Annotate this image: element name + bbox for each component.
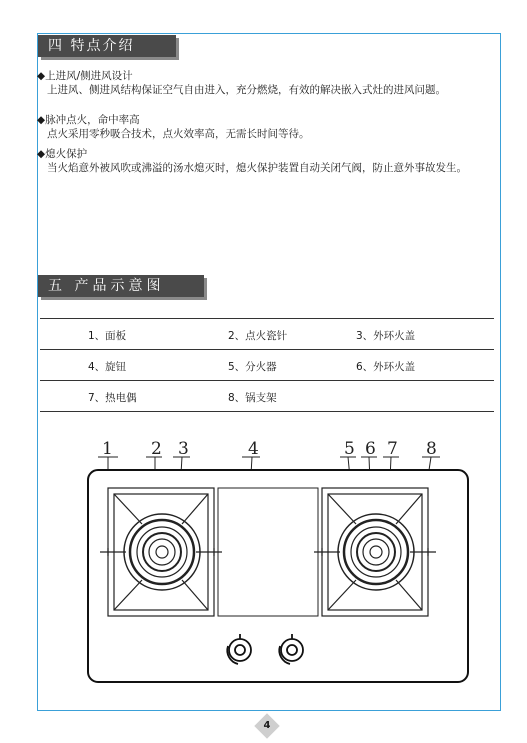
feature-1-body: 上进风、侧进风结构保证空气自由进入，充分燃烧，有效的解决嵌入式灶的进风问题。 — [47, 84, 446, 96]
section-title-features: 四 特点介绍 — [38, 35, 176, 57]
callout-3: 3 — [178, 439, 189, 459]
feature-3 — [37, 147, 497, 175]
part-label: 6、外环火盖 — [356, 361, 416, 373]
callout-1: 1 — [102, 439, 113, 459]
part-label: 3、外环火盖 — [356, 330, 416, 342]
feature-2-body: 点火采用零秒吸合技术，点火效率高，无需长时间等待。 — [47, 128, 310, 140]
page-number: 4 — [263, 720, 271, 731]
feature-1 — [37, 69, 497, 97]
feature-2-head: ◆脉冲点火，命中率高 — [37, 114, 140, 126]
callout-6: 6 — [365, 439, 376, 459]
parts-row — [40, 350, 494, 381]
part-label: 1、面板 — [88, 330, 127, 342]
part-label: 5、分火器 — [228, 361, 277, 373]
callout-2: 2 — [151, 439, 162, 459]
part-label: 2、点火瓷针 — [228, 330, 288, 342]
feature-1-head: ◆上进风/侧进风设计 — [37, 70, 133, 82]
parts-row — [40, 319, 494, 350]
feature-3-head: ◆熄火保护 — [37, 148, 88, 160]
part-label: 4、旋钮 — [88, 361, 127, 373]
callout-5: 5 — [344, 439, 355, 459]
part-label: 7、热电偶 — [88, 392, 137, 404]
callout-7: 7 — [387, 439, 398, 459]
callout-8: 8 — [426, 439, 437, 459]
feature-2 — [37, 113, 497, 141]
section-title-diagram: 五 产品示意图 — [38, 275, 204, 297]
stove-diagram — [78, 432, 478, 690]
parts-row — [40, 381, 494, 411]
part-label: 8、锅支架 — [228, 392, 277, 404]
callout-4: 4 — [248, 439, 259, 459]
parts-table — [40, 318, 494, 412]
feature-3-body: 当火焰意外被风吹或沸溢的汤水熄灭时，熄火保护装置自动关闭气阀，防止意外事故发生。 — [47, 162, 467, 174]
